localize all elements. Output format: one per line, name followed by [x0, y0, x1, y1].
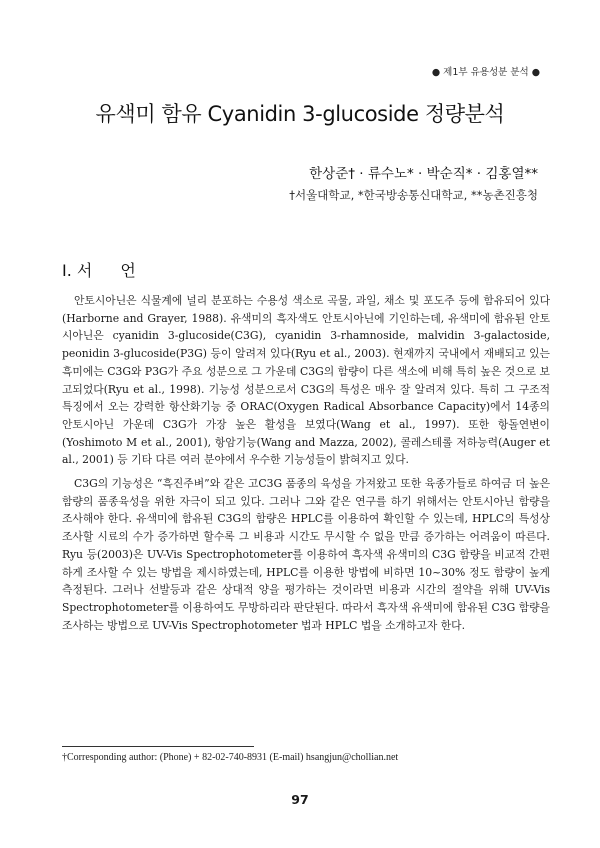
author-list: 한상준† · 류수노* · 박순직* · 김홍열** — [309, 166, 538, 182]
footnote: †Corresponding author: (Phone) + 82-02-740-8931 (E-mail) hsangjun@chollian.net — [62, 752, 399, 763]
affiliation-list: †서울대학교, *한국방송통신대학교, **농촌진흥청 — [289, 188, 538, 202]
footnote-divider — [62, 746, 254, 747]
section-number: I. 서 — [62, 261, 93, 280]
section-name: 언 — [120, 261, 136, 280]
paragraph-1: 안토시아닌은 식물계에 널리 분포하는 수용성 색소로 곡물, 과일, 채소 및 포도주 등에 함유되어 있다(Harborne and Grayer, 1988). 유색미의 흑자색도 안토시아닌에 기인하는데, 유색미에 함유된 안토시아닌은 cyanidin 3-glucoside(C3G), cyanidin 3-rhamnoside, malvidin 3-galactoside, peonidin 3-glucoside(P3G) 등이 알려져 있다(Ryu et al., 2003). 현재까지 국내에서 재배되고 있는 흑미에는 C3G와 P3G가 주요 성분으로 그 가운데 C3G의 함량이 다른 색소에 비해 특히 높은 것으로 보고되었다(Ryu et al., 1998). 기능성 성분으로서 C3G의 특성은 매우 잘 알려져 있다. 특히 그 구조적 특징에서 오는 강력한 항산화기능 중 ORAC(Oxygen Radical Absorbance Capacity)에서 14종의 안토시아닌 가운데 C3G가 가장 높은 활성을 보였다(Wang et al., 1997). 또한 항돌연변이(Yoshimoto M et al., 2001), 항암기능(Wang and Mazza, 2002), 콜레스테롤 저하능력(Auger et al., 2001) 등 기타 다른 여러 분야에서 우수한 기능성들이 밝혀지고 있다. — [62, 294, 550, 467]
paper-title: 유색미 함유 Cyanidin 3-glucoside 정량분석 — [95, 102, 505, 126]
running-head: ● 제1부 유용성분 분석 ● — [431, 67, 540, 78]
section-heading — [62, 258, 136, 281]
page-number: 97 — [291, 792, 309, 807]
paragraph-2: C3G의 기능성은 “흑진주벼”와 같은 고C3G 품종의 육성을 가져왔고 또한 육종가들로 하여금 더 높은 함량의 품종육성을 위한 자극이 되고 있다. 그러나 그와 같은 연구를 하기 위해서는 안토시아닌 함량을 조사해야 한다. 유색미에 함유된 C3G의 함량은 HPLC를 이용하여 확인할 수 있는데, HPLC의 특성상 조사할 시료의 수가 증가하면 할수록 그 비용과 시간도 무시할 수 없을 만큼 증가하는 어려움이 따른다. Ryu 등(2003)은 UV-Vis Spectrophotometer를 이용하여 흑자색 유색미의 C3G 함량을 비교적 간편하게 조사할 수 있는 방법을 제시하였는데, HPLC를 이용한 방법에 비하면 10~30% 정도 함량이 높게 측정된다. 그러나 선발등과 같은 상대적 양을 평가하는 것이라면 비용과 시간의 절약을 위해 UV-Vis Spectrophotometer를 이용하여도 무방하리라 판단된다. 따라서 흑자색 유색미에 함유된 C3G 함량을 조사하는 방법으로 UV-Vis Spectrophotometer 법과 HPLC 법을 소개하고자 한다. — [62, 477, 550, 632]
body-text — [62, 292, 550, 640]
